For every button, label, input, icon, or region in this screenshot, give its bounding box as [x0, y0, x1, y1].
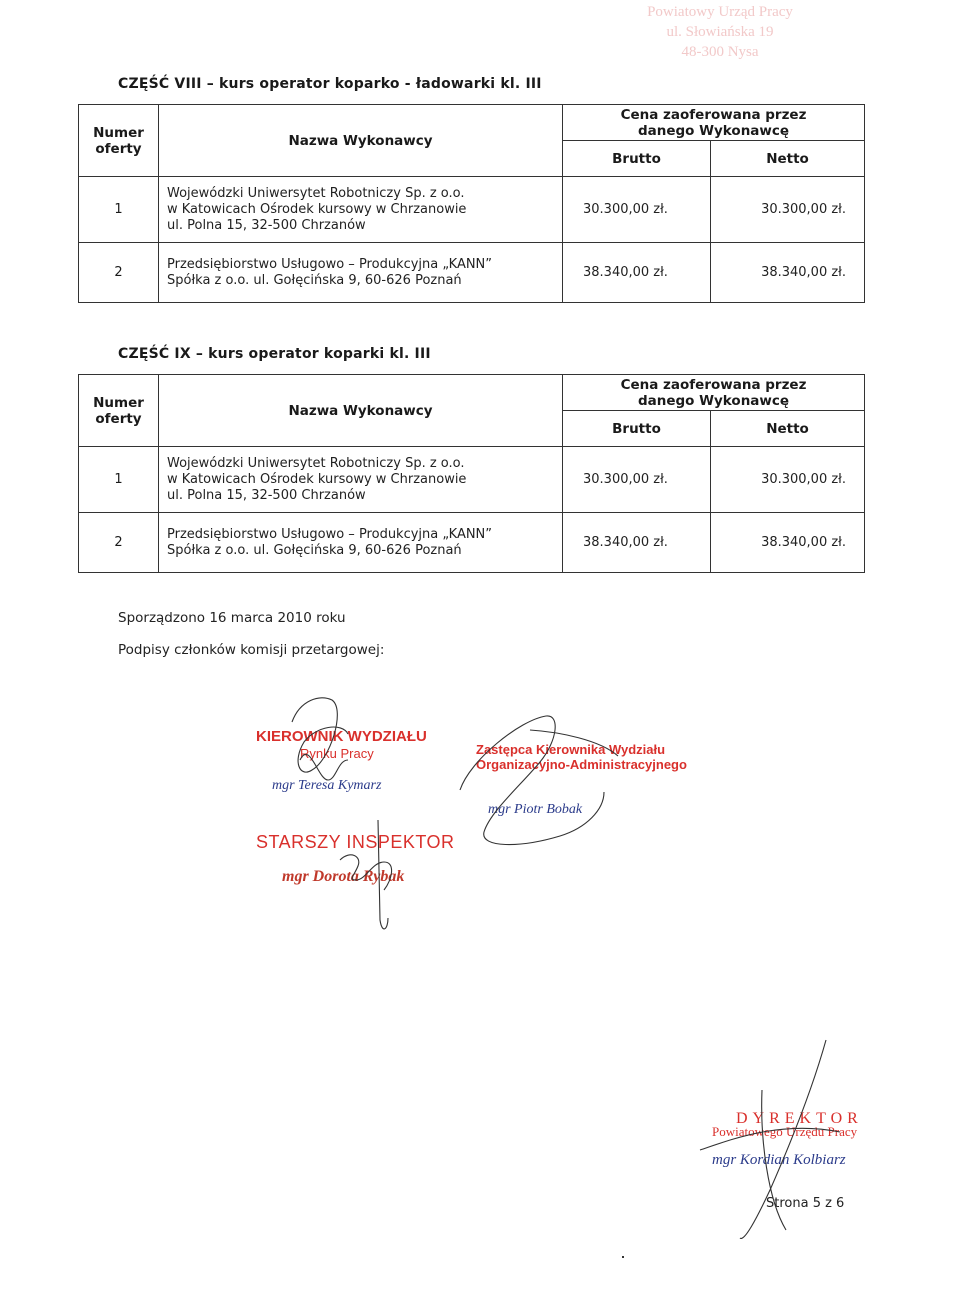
stamp-dyrektor-office: Powiatowego Urzędu Pracy	[712, 1124, 858, 1139]
header-nazwa: Nazwa Wykonawcy	[159, 105, 563, 177]
header-brutto: Brutto	[563, 411, 711, 447]
section-title-viii: CZĘŚĆ VIII – kurs operator koparko - ładowarki kl. III	[118, 76, 542, 92]
table-row	[79, 177, 865, 243]
signatures-line: Podpisy członków komisji przetargowej:	[118, 642, 385, 658]
price-brutto: 30.300,00 zł.	[563, 177, 711, 243]
stamp-dyrektor: DYREKTOR	[736, 1110, 863, 1127]
offer-number: 2	[79, 243, 159, 303]
header-nazwa: Nazwa Wykonawcy	[159, 375, 563, 447]
offer-number: 1	[79, 177, 159, 243]
stamp-zastepca-dept: Organizacyjno-Administracyjnego	[476, 757, 687, 772]
stamp-line: ul. Słowiańska 19	[666, 24, 774, 40]
stamp-zastepca-name: mgr Piotr Bobak	[488, 802, 583, 817]
stamp-kierownik: KIEROWNIK WYDZIAŁU	[256, 728, 427, 745]
stamp-dyrektor-name: mgr Kordian Kolbiarz	[712, 1152, 846, 1168]
date-line: Sporządzono 16 marca 2010 roku	[118, 610, 346, 626]
header-brutto: Brutto	[563, 141, 711, 177]
office-stamp-header	[600, 2, 840, 62]
price-netto: 30.300,00 zł.	[711, 447, 865, 513]
page-number: Strona 5 z 6	[766, 1196, 845, 1211]
header-numer: Numer oferty	[79, 105, 159, 177]
header-netto: Netto	[711, 411, 865, 447]
price-netto: 30.300,00 zł.	[711, 177, 865, 243]
contractor-name: Wojewódzki Uniwersytet Robotniczy Sp. z o.o. w Katowicach Ośrodek kursowy w Chrzanowie ul. Polna 15, 32-500 Chrzanów	[159, 177, 563, 243]
price-brutto: 30.300,00 zł.	[563, 447, 711, 513]
header-numer: Numer oferty	[79, 375, 159, 447]
header-cena: Cena zaoferowana przez danego Wykonawcę	[563, 105, 865, 141]
contractor-name: Wojewódzki Uniwersytet Robotniczy Sp. z o.o. w Katowicach Ośrodek kursowy w Chrzanowie ul. Polna 15, 32-500 Chrzanów	[159, 447, 563, 513]
page-dot	[622, 1256, 624, 1258]
section-title-ix: CZĘŚĆ IX – kurs operator koparki kl. III	[118, 346, 431, 362]
stamp-inspektor-name: mgr Dorota Rybak	[282, 868, 405, 885]
stamp-kierownik-name: mgr Teresa Kymarz	[272, 778, 382, 793]
table-row	[79, 513, 865, 573]
header-netto: Netto	[711, 141, 865, 177]
stamp-zastepca: Zastępca Kierownika Wydziału	[476, 742, 666, 757]
offers-table-ix	[78, 374, 865, 573]
stamp-kierownik-dept: Rynku Pracy	[300, 746, 374, 761]
stamp-line: 48-300 Nysa	[681, 44, 759, 60]
price-brutto: 38.340,00 zł.	[563, 513, 711, 573]
contractor-name: Przedsiębiorstwo Usługowo – Produkcyjna „KANN” Spółka z o.o. ul. Gołęcińska 9, 60-626 Poznań	[159, 243, 563, 303]
table-row	[79, 447, 865, 513]
offer-number: 2	[79, 513, 159, 573]
contractor-name: Przedsiębiorstwo Usługowo – Produkcyjna „KANN” Spółka z o.o. ul. Gołęcińska 9, 60-626 Poznań	[159, 513, 563, 573]
price-netto: 38.340,00 zł.	[711, 243, 865, 303]
offers-table-viii	[78, 104, 865, 303]
offer-number: 1	[79, 447, 159, 513]
header-cena: Cena zaoferowana przez danego Wykonawcę	[563, 375, 865, 411]
price-netto: 38.340,00 zł.	[711, 513, 865, 573]
stamp-inspektor: STARSZY INSPEKTOR	[256, 832, 455, 852]
table-row	[79, 243, 865, 303]
stamp-line: Powiatowy Urząd Pracy	[647, 4, 793, 20]
price-brutto: 38.340,00 zł.	[563, 243, 711, 303]
